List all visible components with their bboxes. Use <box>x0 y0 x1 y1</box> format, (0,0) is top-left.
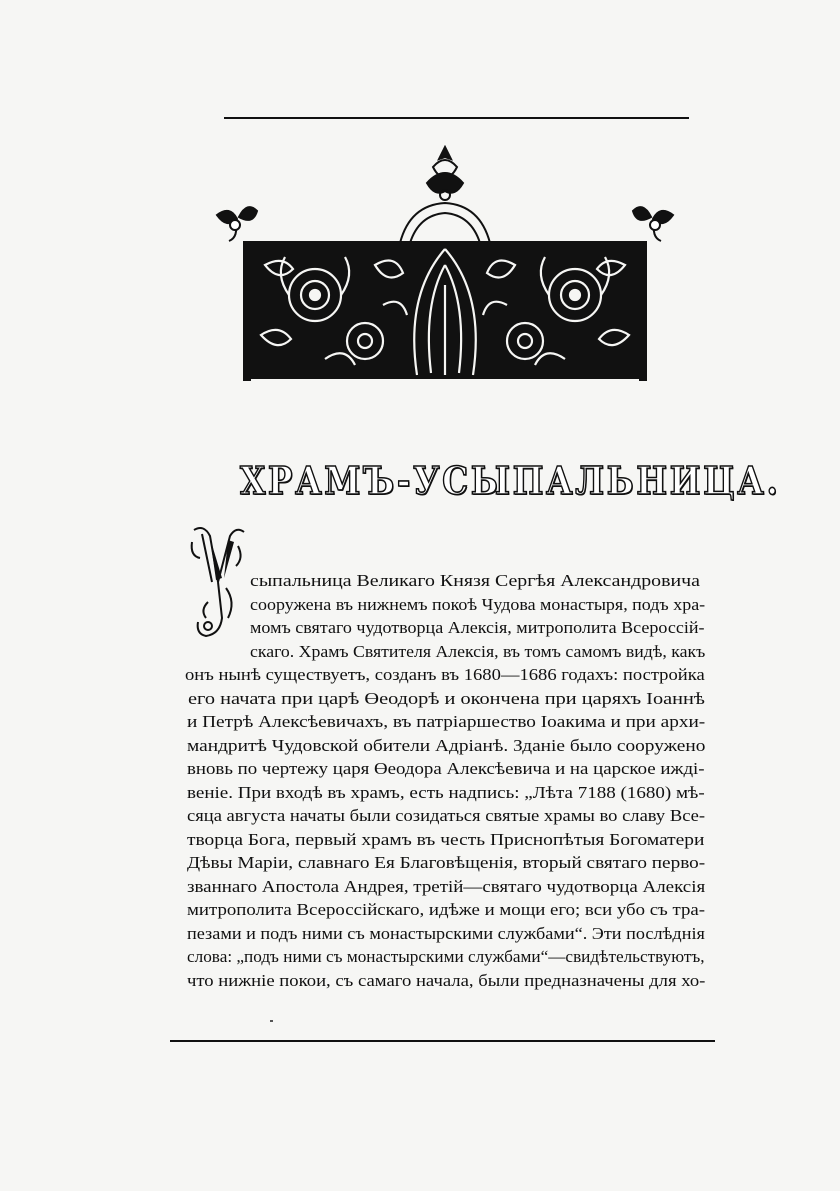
text-line: Дѣвы Маріи, славнаго Ея Благовѣщенія, вторый святаго перво- <box>187 853 706 872</box>
text-line: званнаго Апостола Андрея, третій—святаго чудотворца Алексія <box>187 876 706 896</box>
text-line: митрополита Всероссійскаго, идѣже и мощи его; вси убо съ тра- <box>187 900 705 919</box>
text-line: и Петрѣ Алексѣевичахъ, въ патріаршество Іоакима и при архи- <box>187 712 706 731</box>
text-line: сяца августа начаты были созидаться святые храмы во славу Все- <box>187 806 706 825</box>
text-line: слова: „подъ ними съ монастырскими службами“—свидѣтельствуютъ, <box>187 947 705 966</box>
text-line: мандритѣ Чудовской обители Адріанѣ. Зданіе было сооружено <box>187 735 706 755</box>
text-line: пезами и подъ ними съ монастырскими службами“. Эти послѣднія <box>187 923 705 943</box>
text-line: творца Бога, первый храмъ въ честь Приснопѣтыя Богоматери <box>187 829 705 849</box>
text-line: его начата при царѣ Өеодорѣ и окончена при царяхъ Іоаннѣ <box>188 688 705 708</box>
chapter-title: ХРАМЪ-УСЫПАЛЬНИЦА. <box>240 458 781 503</box>
text-line: сыпальница Великаго Князя Сергѣя Александровича <box>250 571 700 590</box>
text-line: онъ нынѣ существуетъ, созданъ въ 1680—1686 годахъ: постройка <box>185 665 705 684</box>
text-line: сооружена въ нижнемъ покоѣ Чудова монастыря, подъ хра- <box>250 594 706 614</box>
text-line: что нижніе покои, съ самаго начала, были предназначены для хо- <box>187 970 706 990</box>
ink-speck <box>270 1020 273 1022</box>
ornamental-headpiece <box>205 145 685 385</box>
bottom-rule <box>170 1040 715 1042</box>
top-rule <box>224 117 689 119</box>
text-line: скаго. Храмъ Святителя Алексія, въ томъ самомъ видѣ, какъ <box>250 641 706 661</box>
text-line: вновь по чертежу царя Өеодора Алексѣевича и на царское иждi- <box>187 759 705 778</box>
drop-cap-letter <box>188 522 246 642</box>
text-line: момъ святаго чудотворца Алексія, митрополита Всероссій- <box>250 618 705 637</box>
text-line: веніе. При входѣ въ храмъ, есть надпись: „Лѣта 7188 (1680) мѣ- <box>187 782 705 802</box>
